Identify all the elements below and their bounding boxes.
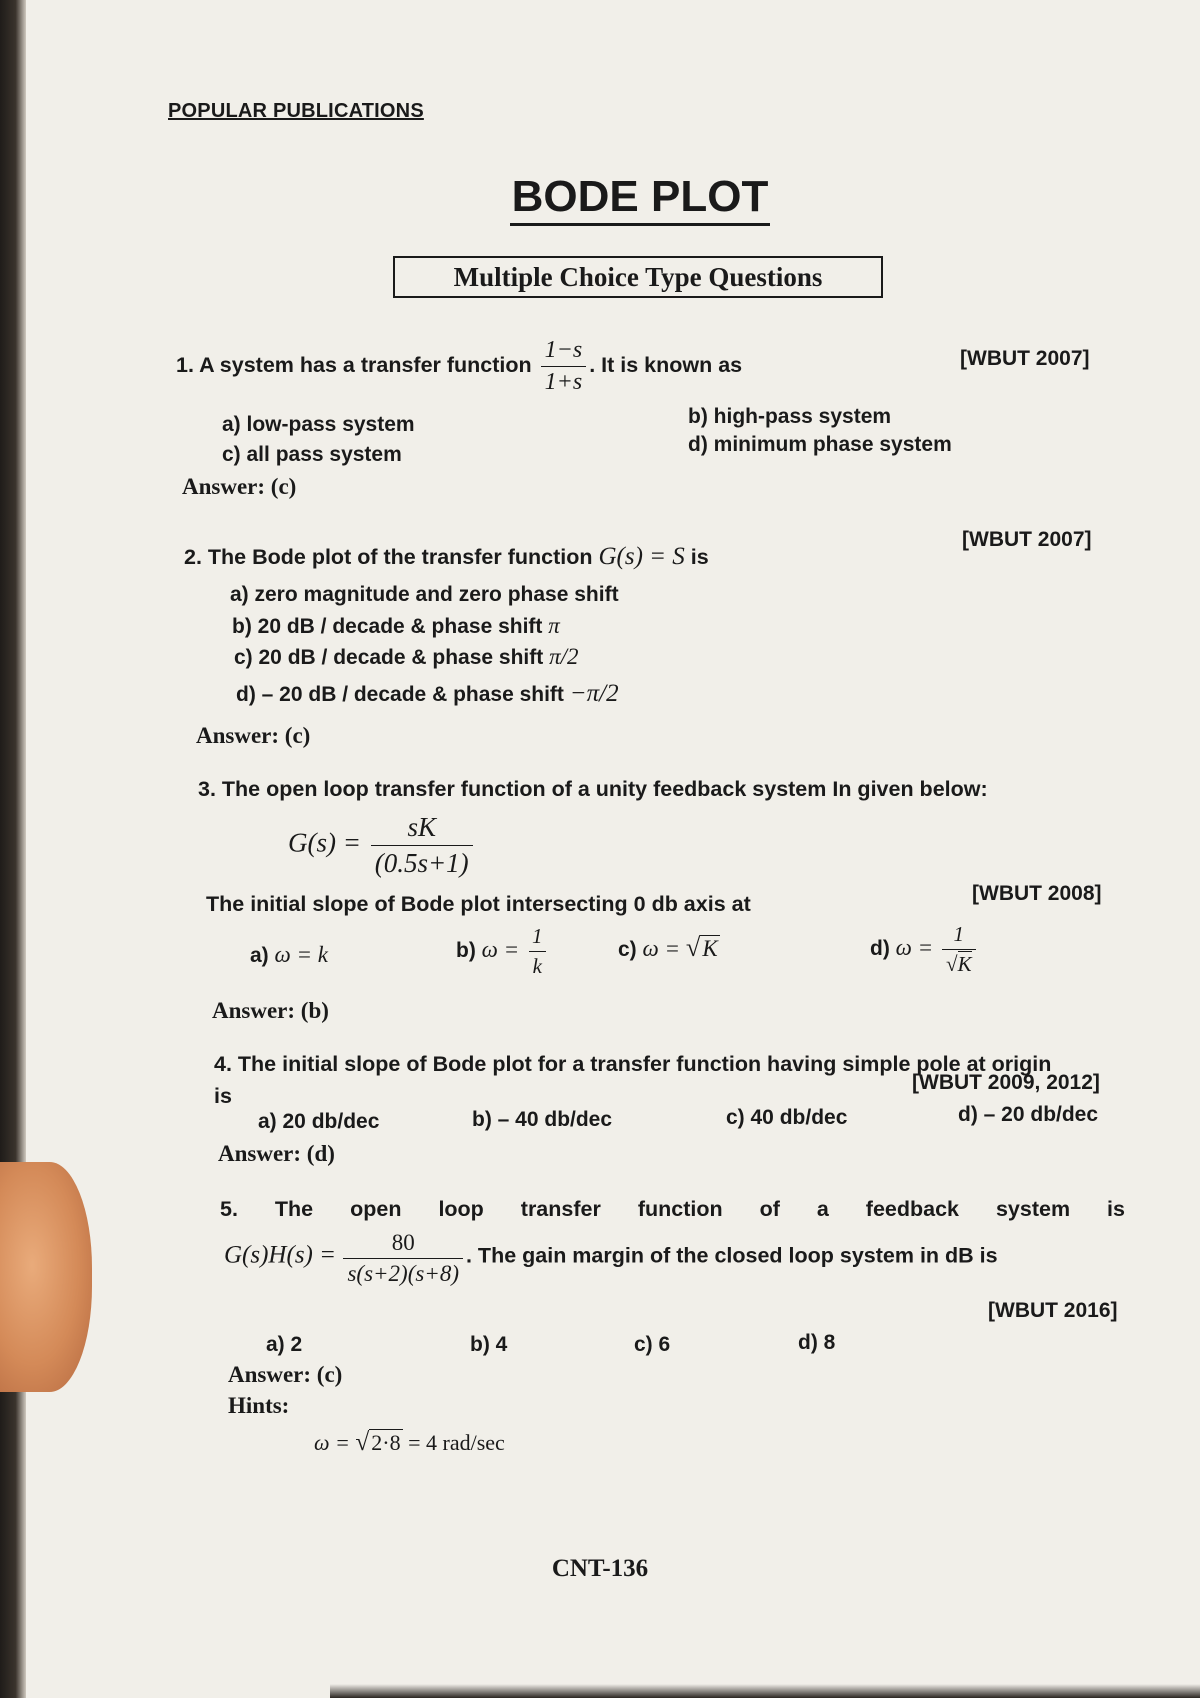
q4-option-a: a) 20 db/dec: [258, 1110, 380, 1133]
q5-stem: [220, 1197, 1125, 1222]
sqrt-symbol: √: [355, 1428, 370, 1456]
q1-option-c: c) all pass system: [222, 443, 402, 466]
q1-answer: Answer: (c): [182, 474, 297, 499]
q5-option-d: d) 8: [798, 1331, 836, 1354]
q3-option-d-num: 1: [953, 922, 965, 946]
q4-stem: 4. The initial slope of Bode plot for a transfer function having simple pole at origin: [214, 1052, 1052, 1076]
q2-option-d-text: d) – 20 dB / decade & phase shift: [236, 683, 564, 706]
q2-option-c-math: π/2: [549, 644, 579, 669]
q3-option-d-fraction: [942, 922, 976, 977]
q3-answer: Answer: (b): [212, 998, 329, 1023]
q2-option-b: [232, 613, 560, 639]
q5-hint-equation: [314, 1428, 505, 1457]
q5-word: system: [995, 1197, 1071, 1221]
page-title: [0, 172, 1200, 222]
q5-eq-den: s(s+2)(s+8): [343, 1258, 463, 1287]
q5-answer: Answer: (c): [228, 1362, 343, 1387]
q5-word: is: [1107, 1197, 1125, 1221]
q3-line2: The initial slope of Bode plot intersecting 0 db axis at: [206, 892, 751, 916]
thumb-photo: [0, 1162, 92, 1392]
q2-option-d: [236, 680, 619, 708]
q2-option-a-text: a) zero magnitude and zero phase shift: [230, 583, 619, 606]
q5-word: The: [274, 1197, 314, 1221]
question-2-stem: [184, 543, 709, 571]
q2-math: G(s) = S: [598, 543, 685, 570]
q3-eq-num: sK: [407, 812, 436, 842]
q1-stem-pre: 1. A system has a transfer function: [176, 353, 532, 378]
q2-option-d-math: −π/2: [569, 680, 619, 707]
q3-option-b-den: k: [529, 951, 546, 979]
q5-option-b: b) 4: [470, 1333, 508, 1356]
q3-eq-den: (0.5s+1): [371, 845, 473, 879]
q2-tag: [WBUT 2007]: [962, 528, 1092, 551]
q5-word: of: [759, 1197, 780, 1221]
sqrt-symbol: √: [946, 952, 958, 976]
q1-frac-den: 1+s: [541, 366, 587, 396]
page-left-edge-shadow: [0, 0, 26, 1698]
q3-option-d-label: d): [870, 937, 890, 961]
q3-option-b-label: b): [456, 939, 476, 963]
q1-transfer-fraction: [541, 337, 587, 396]
q3-option-a-math: ω = k: [274, 942, 328, 967]
q5-word: loop: [438, 1197, 484, 1221]
q5-hint-radicand: 2·8: [371, 1430, 401, 1455]
q3-option-b-math: ω =: [481, 937, 520, 963]
sqrt-symbol: √: [685, 932, 701, 962]
q2-option-b-text: b) 20 dB / decade & phase shift: [232, 615, 543, 638]
q3-tag: [WBUT 2008]: [972, 882, 1102, 905]
q5-word: function: [637, 1197, 723, 1221]
q3-option-b: [456, 924, 550, 979]
q2-option-b-math: π: [548, 613, 560, 638]
q5-word: 5.: [220, 1197, 238, 1221]
question-1-stem: [176, 337, 742, 396]
q4-stem-cont: is: [214, 1084, 232, 1108]
q3-option-c: [618, 932, 720, 963]
q3-option-c-label: c): [618, 938, 637, 961]
q4-option-b: b) – 40 db/dec: [472, 1108, 613, 1131]
page-title-text: BODE PLOT: [510, 172, 771, 226]
q5-equation-line: [224, 1230, 998, 1287]
q2-option-c: [234, 644, 579, 670]
q1-tag: [WBUT 2007]: [960, 347, 1090, 370]
q1-option-b: b) high-pass system: [688, 405, 892, 428]
q3-option-a: [250, 942, 328, 968]
q3-equation: [288, 812, 476, 879]
q5-stem-post: . The gain margin of the closed loop system in dB is: [465, 1243, 998, 1268]
publisher-header: POPULAR PUBLICATIONS: [168, 100, 424, 122]
q5-eq-lhs: G(s)H(s) =: [224, 1241, 336, 1269]
q1-option-d: d) minimum phase system: [688, 433, 952, 456]
q5-hint-lhs: ω =: [314, 1430, 350, 1455]
q3-eq-fraction: [371, 812, 473, 879]
q3-option-d-den-wrap: [942, 949, 976, 977]
q5-option-a: a) 2: [266, 1333, 303, 1356]
q2-stem-post: is: [690, 545, 709, 569]
q5-eq-num: 80: [391, 1230, 415, 1255]
q2-option-a: [230, 583, 619, 607]
q2-stem-pre: 2. The Bode plot of the transfer function: [184, 545, 593, 569]
q4-option-c: c) 40 db/dec: [726, 1106, 848, 1129]
q3-option-a-label: a): [250, 944, 269, 967]
page-bottom-edge-shadow: [330, 1684, 1200, 1698]
q4-tag: [WBUT 2009, 2012]: [912, 1071, 1100, 1094]
q3-option-c-radical: [686, 932, 720, 963]
q3-option-c-radicand: K: [702, 936, 718, 961]
q3-stem: 3. The open loop transfer function of a unity feedback system In given below:: [198, 777, 988, 801]
q5-word: feedback: [865, 1197, 959, 1221]
q1-option-a: a) low-pass system: [222, 413, 415, 436]
section-heading: Multiple Choice Type Questions: [393, 256, 883, 298]
q5-word: transfer: [520, 1197, 601, 1221]
page-number: CNT-136: [551, 1555, 649, 1582]
q4-option-d: d) – 20 db/dec: [958, 1103, 1099, 1126]
q2-answer: Answer: (c): [196, 723, 311, 748]
q3-option-d: [870, 922, 979, 977]
q1-stem-post: . It is known as: [589, 353, 743, 378]
q3-option-d-math: ω =: [895, 935, 934, 961]
q2-option-c-text: c) 20 dB / decade & phase shift: [234, 646, 544, 669]
q3-eq-lhs: G(s) =: [288, 827, 361, 858]
q3-option-c-math: ω =: [642, 936, 681, 961]
q5-hint-radical: [355, 1428, 402, 1457]
q1-frac-num: 1−s: [544, 337, 583, 363]
q5-word: a: [816, 1197, 829, 1221]
q5-word: open: [350, 1197, 402, 1221]
q3-option-d-den: K: [957, 952, 972, 976]
q5-option-c: c) 6: [634, 1333, 671, 1356]
q5-hint-rhs: = 4 rad/sec: [408, 1430, 505, 1455]
q4-answer: Answer: (d): [218, 1141, 335, 1166]
q5-hints-label: Hints:: [228, 1393, 290, 1418]
q3-option-b-fraction: [528, 924, 547, 979]
q3-option-b-num: 1: [532, 924, 543, 948]
q5-tag: [WBUT 2016]: [988, 1299, 1118, 1322]
q5-eq-fraction: [343, 1230, 463, 1287]
